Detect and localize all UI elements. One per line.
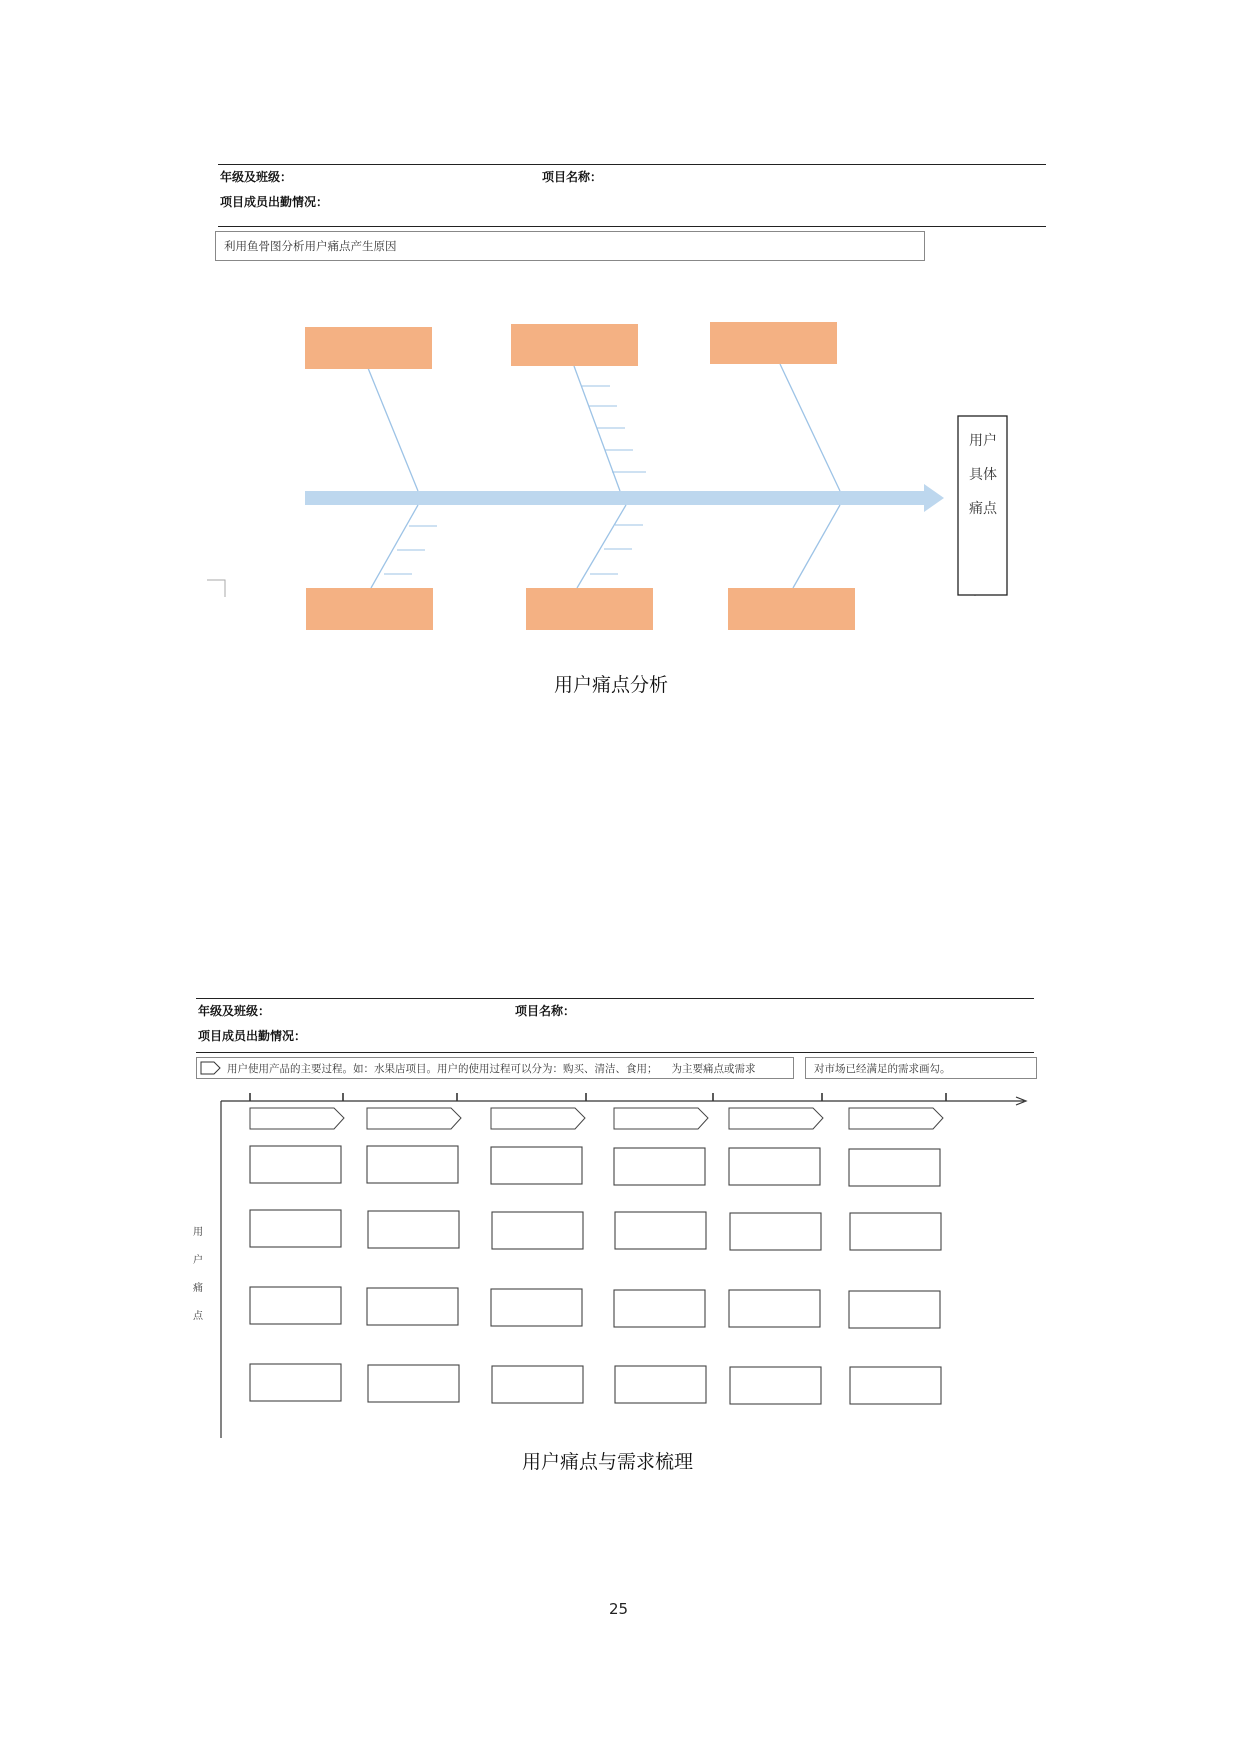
stage-arrow-3 <box>491 1108 585 1129</box>
stage-shape-icon <box>201 1062 220 1074</box>
pain-cell <box>250 1210 341 1247</box>
attendance-label-2: 项目成员出勤情况： <box>198 1029 307 1043</box>
pain-cell <box>849 1291 940 1328</box>
stage-arrow-5 <box>729 1108 823 1129</box>
side-label-char-2: 户 <box>193 1255 203 1266</box>
instruction-box-right: 对市场已经满足的需求画勾。 <box>805 1057 1037 1079</box>
instruction-box: 利用鱼骨图分析用户痛点产生原因 <box>215 231 925 261</box>
pain-cell <box>615 1212 706 1249</box>
pain-cell <box>491 1147 582 1184</box>
pain-cell <box>730 1367 821 1404</box>
stage-arrow-2 <box>367 1108 461 1129</box>
head-box-line-2: 具体 <box>969 467 997 483</box>
pain-cell <box>492 1212 583 1249</box>
pain-cell <box>250 1364 341 1401</box>
grade-class-label-2: 年级及班级： <box>198 1004 271 1018</box>
side-label-char-3: 痛 <box>193 1283 203 1294</box>
project-name-label-2: 项目名称： <box>515 1004 576 1018</box>
pain-cell <box>367 1146 458 1183</box>
pain-cell <box>367 1288 458 1325</box>
pain-cell <box>729 1148 820 1185</box>
stage-arrow-4 <box>614 1108 708 1129</box>
stage-arrow-1 <box>250 1108 344 1129</box>
pain-cell <box>615 1366 706 1403</box>
instruction-left-text: 用户使用产品的主要过程。如：水果店项目。用户的使用过程可以分为：购买、清洁、食用； <box>227 1062 658 1075</box>
pain-cell <box>368 1365 459 1402</box>
pain-cell <box>491 1289 582 1326</box>
pain-cell <box>850 1213 941 1250</box>
stage-arrow-6 <box>849 1108 943 1129</box>
side-label-char-1: 用 <box>193 1227 203 1238</box>
pain-cell <box>492 1366 583 1403</box>
pain-cell <box>850 1367 941 1404</box>
pain-cell <box>614 1290 705 1327</box>
pain-cell <box>250 1287 341 1324</box>
project-name-label: 项目名称： <box>542 170 603 184</box>
pain-cell <box>250 1146 341 1183</box>
pain-cell <box>730 1213 821 1250</box>
attendance-label: 项目成员出勤情况： <box>220 195 329 209</box>
pain-cell <box>729 1290 820 1327</box>
pain-cell <box>614 1148 705 1185</box>
caption-fishbone: 用户痛点分析 <box>554 674 669 696</box>
head-box-line-1: 用户 <box>969 433 997 449</box>
pain-cell <box>849 1149 940 1186</box>
caption-painpoint: 用户痛点与需求梳理 <box>522 1451 694 1473</box>
page-number: 25 <box>609 1600 629 1618</box>
instruction-mid-text: 为主要痛点或需求 <box>671 1062 756 1075</box>
grade-class-label: 年级及班级： <box>220 170 293 184</box>
head-box-line-3: 痛点 <box>969 501 997 517</box>
side-label-char-4: 点 <box>193 1311 203 1322</box>
pain-cell <box>368 1211 459 1248</box>
